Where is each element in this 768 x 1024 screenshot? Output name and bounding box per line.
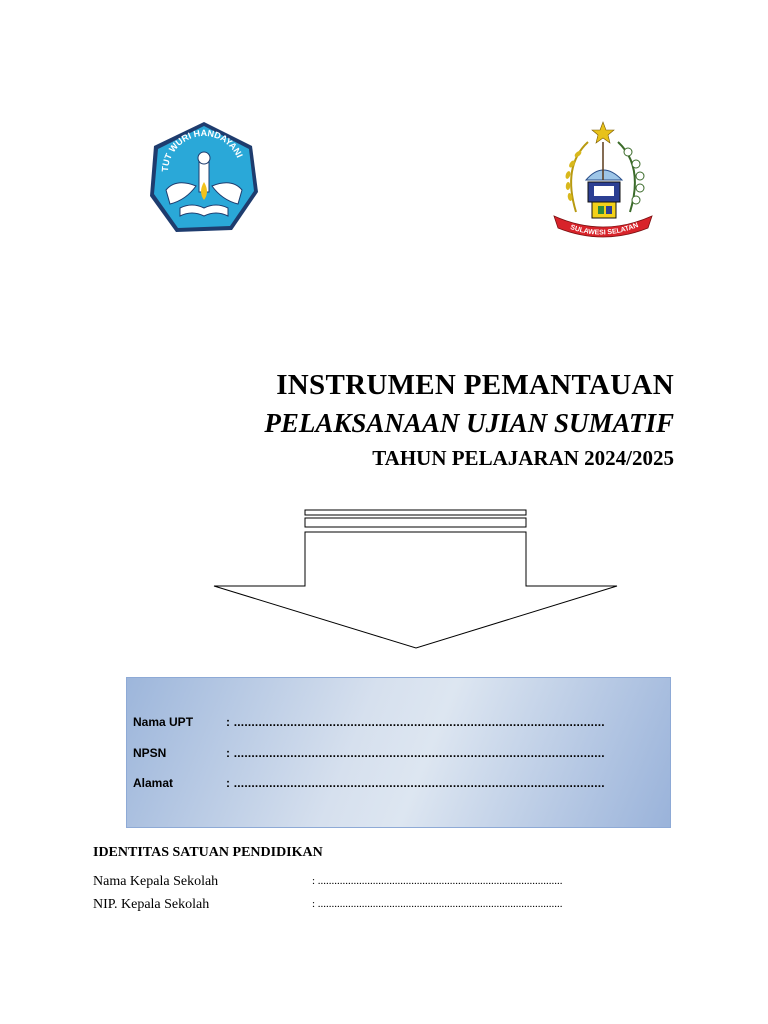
- academic-year: TAHUN PELAJARAN 2024/2025: [372, 446, 674, 470]
- school-info-box: [126, 677, 671, 828]
- info-label: NPSN: [133, 746, 167, 760]
- sulawesi-selatan-emblem: [548, 120, 658, 240]
- identity-fill-line[interactable]: : .........................................................................................: [312, 898, 563, 910]
- down-arrow-shape: [212, 508, 620, 652]
- info-fill-line[interactable]: : .........................................................................................................: [226, 776, 605, 790]
- info-fill-line[interactable]: : .........................................................................................................: [226, 715, 605, 729]
- identity-label: Nama Kepala Sekolah: [93, 874, 219, 889]
- info-label: Nama UPT: [133, 715, 194, 729]
- identity-label: NIP. Kepala Sekolah: [93, 897, 210, 912]
- svg-text:SULAWESI SELATAN: SULAWESI SELATAN: [569, 221, 640, 237]
- title-block: [264, 368, 674, 472]
- document-title: INSTRUMEN PEMANTAUAN: [276, 369, 674, 401]
- info-label: Alamat: [133, 776, 174, 790]
- tut-wuri-handayani-logo: [146, 120, 262, 238]
- info-fill-line[interactable]: : .........................................................................................................: [226, 746, 605, 760]
- identity-fill-line[interactable]: : .........................................................................................: [312, 875, 563, 887]
- svg-text:TUT WURI HANDAYANI: TUT WURI HANDAYANI: [159, 127, 245, 173]
- document-subtitle: PELAKSANAAN UJIAN SUMATIF: [264, 408, 674, 438]
- identity-heading: IDENTITAS SATUAN PENDIDIKAN: [93, 845, 323, 860]
